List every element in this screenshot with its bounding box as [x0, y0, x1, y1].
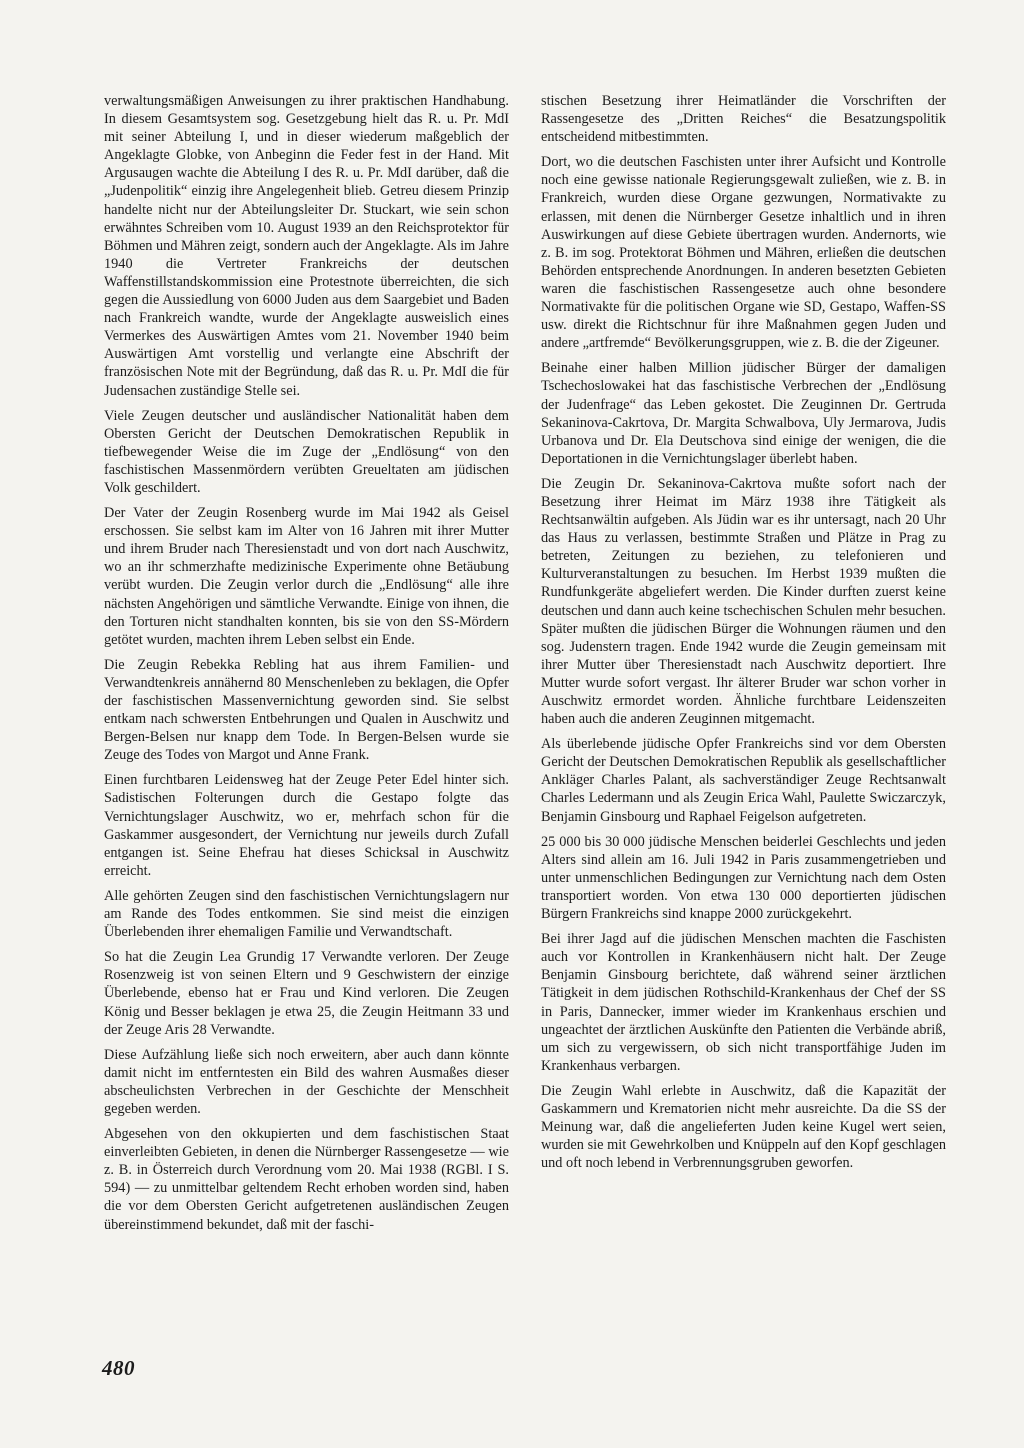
paragraph: 25 000 bis 30 000 jüdische Menschen beiderlei Geschlechts und jeden Alters sind allein am 16. Juli 1942 in Paris zusammengetrieben und unter unmenschlichen Bedingungen zur Vernichtung nach dem Osten transportiert worden. Von etwa 130 000 deportierten jüdischen Bürgern Frankreichs sind knappe 2000 zurückgekehrt. — [541, 833, 946, 923]
left-column — [104, 92, 509, 1241]
paragraph: Diese Aufzählung ließe sich noch erweitern, aber auch dann könnte damit nicht im entferntesten ein Bild des wahren Ausmaßes dieser abscheulichsten Verbrechen in der Geschichte der Menschheit gegeben werden. — [104, 1046, 509, 1117]
paragraph: Viele Zeugen deutscher und ausländischer Nationalität haben dem Obersten Gericht der Deutschen Demokratischen Republik in tiefbewegender Weise die im Zuge der „Endlösung“ von den faschistischen Massenmördern verübten Greueltaten am jüdischen Volk geschildert. — [104, 407, 509, 496]
paragraph: So hat die Zeugin Lea Grundig 17 Verwandte verloren. Der Zeuge Rosenzweig ist von seinen Eltern und 9 Geschwistern der einzige Überlebende, ebenso hat er Frau und Kind verloren. Die Zeugen König und Besser beklagen je etwa 25, die Zeugin Heitmann 33 und der Zeuge Aris 28 Verwandte. — [104, 949, 509, 1038]
paragraph: Dort, wo die deutschen Faschisten unter ihrer Aufsicht und Kontrolle noch eine gewisse nationale Regierungsgewalt zuließen, wie z. B. in Frankreich, wurden diese Organe gezwungen, Normativakte zu erlassen, mit denen die Nürnberger Gesetze inhaltlich und in ihren Auswirkungen auf diese Gebiete übertragen wurden. Andernorts, wie z. B. im sog. Protektorat Böhmen und Mähren, erließen die deutschen Behörden entsprechende Anordnungen. In anderen besetzten Gebieten waren die faschistischen Rassengesetze auch ohne besondere Normativakte für die politischen Organe wie SD, Gestapo, Waffen-SS usw. direkt die Richtschnur für ihre Maßnahmen gegen Juden und andere „artfremde“ Bevölkerungsgruppen, wie z. B. die der Zigeuner. — [541, 154, 946, 352]
paragraph: Die Zeugin Wahl erlebte in Auschwitz, daß die Kapazität der Gaskammern und Krematorien nicht mehr ausreichte. Da die SS der Meinung war, daß die angelieferten Juden keine Kugel wert seien, wurden sie mit Gewehrkolben und Knüppeln auf den Kopf geschlagen und oft noch lebend in Verbrennungsgruben geworfen. — [541, 1082, 946, 1172]
paragraph: Der Vater der Zeugin Rosenberg wurde im Mai 1942 als Geisel erschossen. Sie selbst kam im Alter von 16 Jahren mit ihrer Mutter und ihrem Bruder nach Theresienstadt und von dort nach Auschwitz, wo an ihr schmerzhafte medizinische Experimente ohne Betäubung verübt wurden. Die Zeugin verlor durch die „Endlösung“ alle ihre nächsten Angehörigen und sämtliche Verwandte. Einige von ihnen, die den Torturen nicht standhalten konnten, bis sie von den SS-Mördern getötet wurden, machten ihrem Leben selbst ein Ende. — [104, 505, 509, 648]
paragraph: Abgesehen von den okkupierten und dem faschistischen Staat einverleibten Gebieten, in denen die Nürnberger Rassengesetze — wie z. B. in Österreich durch Verordnung vom 20. Mai 1938 (RGBl. I S. 594) — zu unmittelbar geltendem Recht erhoben worden sind, haben die vor dem Obersten Gericht aufgetretenen ausländischen Zeugen übereinstimmend bekundet, daß mit der faschi- — [104, 1126, 509, 1233]
paragraph: verwaltungsmäßigen Anweisungen zu ihrer praktischen Handhabung. In diesem Gesamtsystem sog. Gesetzgebung hielt das R. u. Pr. MdI mit seiner Abteilung I, und in dieser wiederum maßgeblich der Angeklagte Globke, von Anbeginn die Feder fest in der Hand. Mit Argusaugen wachte die Abteilung I des R. u. Pr. MdI darüber, daß die „Judenpolitik“ einzig ihre Angelegenheit blieb. Getreu diesem Prinzip handelte nicht nur der Abteilungsleiter Dr. Stuckart, wie sein schon erwähntes Schreiben vom 10. August 1939 an den Reichsprotektor für Böhmen und Mähren zeigt, sondern auch der Angeklagte. Als im Jahre 1940 die Vertreter Frankreichs der deutschen Waffenstillstandskommission eine Protestnote überreichten, die sich gegen die Aussiedlung von 6000 Juden aus dem Saargebiet und Baden nach Frankreich wandte, wurde der Angeklagte ausweislich eines Vermerkes des Auswärtigen Amtes vom 21. November 1940 beim Auswärtigen Amt vorstellig und verlangte eine Abschrift der französischen Note mit der Begründung, daß das R. u. Pr. MdI die für Judensachen zuständige Stelle sei. — [104, 93, 509, 399]
paragraph: Einen furchtbaren Leidensweg hat der Zeuge Peter Edel hinter sich. Sadistischen Folterungen durch die Gestapo folgte das Vernichtungslager Auschwitz, wo er, mehrfach schon für die Gaskammer ausgesondert, der Vernichtung nur jeweils durch Zufall entgangen ist. Seine Ehefrau hat dieses Schicksal in Auschwitz erreicht. — [104, 772, 509, 879]
paragraph: Als überlebende jüdische Opfer Frankreichs sind vor dem Obersten Gericht der Deutschen Demokratischen Republik als gesellschaftlicher Ankläger Charles Palant, als sachverständiger Zeuge Rechtsanwalt Charles Ledermann und als Zeugin Erica Wahl, Paulette Swiczarczyk, Benjamin Ginsbourg und Raphael Feigelson aufgetreten. — [541, 736, 946, 825]
paragraph: Die Zeugin Dr. Sekaninova-Cakrtova mußte sofort nach der Besetzung ihrer Heimat im März 1938 ihre Tätigkeit als Rechtsanwältin aufgeben. Als Jüdin war es ihr untersagt, nach 20 Uhr das Haus zu verlassen, bestimmte Straßen und Plätze in Prag zu betreten, Zeitungen zu beziehen, zu telefonieren und Kulturveranstaltungen zu besuchen. Im Herbst 1939 mußten die Rundfunkgeräte abgeliefert werden. Die Kinder durften zuerst keine deutschen und dann auch keine tschechischen Schulen mehr besuchen. Später mußten die jüdischen Bürger die Wohnungen räumen und den sog. Judenstern tragen. Ende 1942 wurde die Zeugin gemeinsam mit ihrer Mutter über Theresienstadt nach Auschwitz deportiert. Ihre Mutter wurde sofort vergast. Ihr älterer Bruder war schon vorher in Auschwitz ermordet worden. Ähnliche furchtbare Leidenszeiten haben auch die anderen Zeuginnen mitgemacht. — [541, 475, 946, 728]
paragraph: Alle gehörten Zeugen sind den faschistischen Vernichtungslagern nur am Rande des Todes entkommen. Sie sind meist die einzigen Überlebenden ihrer ehemaligen Familie und Verwandtschaft. — [104, 887, 509, 941]
paragraph: Bei ihrer Jagd auf die jüdischen Menschen machten die Faschisten auch vor Kontrollen in Krankenhäusern nicht halt. Der Zeuge Benjamin Ginsbourg berichtete, daß während seiner ärztlichen Tätigkeit in dem jüdischen Rothschild-Krankenhaus der Chef der SS in Paris, Dannecker, immer wieder im Krankenhaus erschien und ungeachtet der ärztlichen Auskünfte den Patienten die Verbände abriß, um sich zu vergewissern, ob sich nicht transportfähige Juden im Krankenhaus verbargen. — [541, 931, 946, 1074]
paragraph: stischen Besetzung ihrer Heimatländer die Vorschriften der Rassengesetze des „Dritten Reiches“ die Besatzungspolitik entscheidend mitbestimmten. — [541, 93, 946, 146]
page-number: 480 — [102, 1356, 135, 1380]
paragraph: Die Zeugin Rebekka Rebling hat aus ihrem Familien- und Verwandtenkreis annähernd 80 Menschenleben zu beklagen, die Opfer der faschistischen Massenvernichtung geworden sind. Sie selbst entkam nach schwersten Entbehrungen und Qualen in Auschwitz und Bergen-Belsen nur knapp dem Tode. In Bergen-Belsen wurde sie Zeuge des Todes von Margot und Anne Frank. — [104, 656, 509, 764]
paragraph: Beinahe einer halben Million jüdischer Bürger der damaligen Tschechoslowakei hat das faschistische Verbrechen der „Endlösung der Judenfrage“ das Leben gekostet. Die Zeuginnen Dr. Gertruda Sekaninova-Cakrtova, Dr. Margita Schwalbova, Uly Jermarova, Judis Urbanova und Dr. Ela Deutschova sind einige der wenigen, die die Deportationen in die Vernichtungslager überlebt haben. — [541, 360, 946, 467]
document-page — [104, 92, 946, 1392]
right-column — [541, 92, 946, 1179]
